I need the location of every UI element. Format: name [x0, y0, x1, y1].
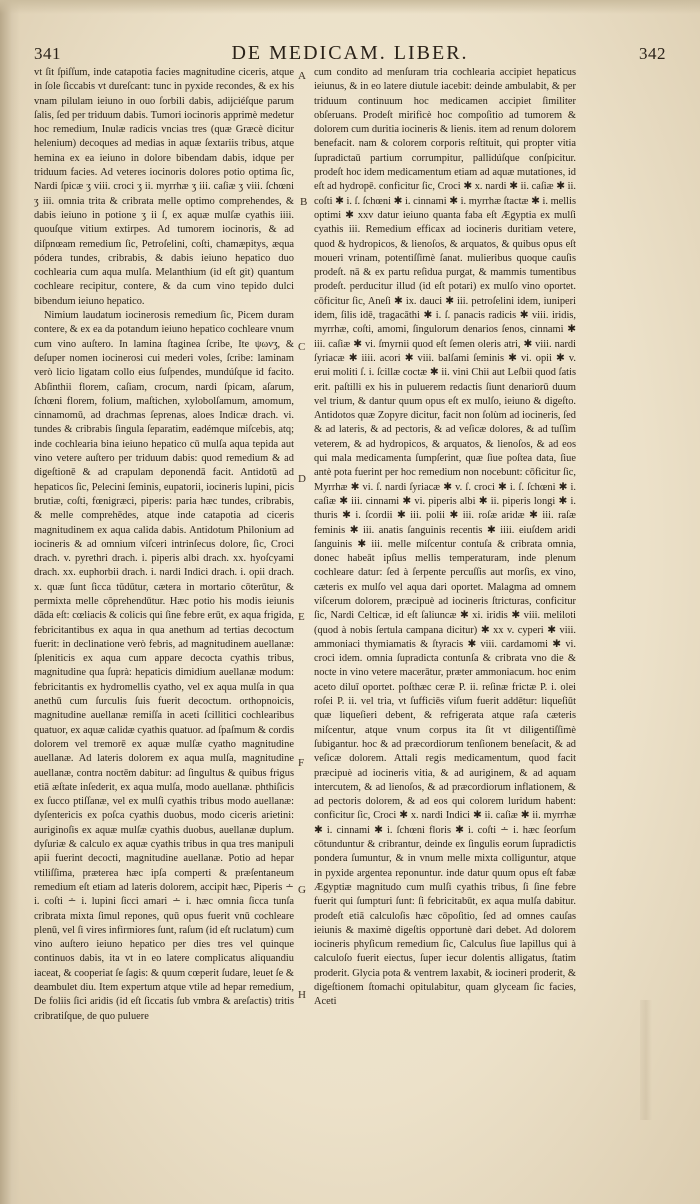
left-column [34, 66, 294, 1024]
margin-letter-f: F [298, 757, 305, 769]
margin-letter-b: B [300, 196, 308, 208]
right-column [314, 66, 576, 1010]
right-paragraph-1: cum condito ad menſuram tria cochlearia accipiet hepaticus ieiunus, & in eo latere diutule iacebit: deinde ambulabit, & per triduum continuum hoc medicamen accipiet ſimiliter obſeruans. Prodeſt mirificè hoc compoſitio ad tumorem & dolorem cum duritia iocineris & lienis. item ad renum dolorem benefacit. nam & colorem corporis reſtituit, qui propter vitia ſupradictaū partium corrumpitur, pallidúſque conſpicitur. prodeſt hoc idem medicamentum etiam ad aquæ mutationes, id eſt ad hydropē. conficitur ſic, Croci ✱ x. nardi ✱ ii. caſiæ ✱ ii. coſti ✱ i. ſ. ſchœni ✱ i. cinnami ✱ i. myrrhæ ſtactæ ✱ i. mellis optimi ✱ xxv datur ieiuno quanta faba eſt Ægyptia ex mulſi cyathis iii. Remedium efficax ad iocineris duritiam vetere, quod & hydropicos, & lienoſos, & arquatos, & quibus opus eſt moueri vrinam, potentiſſimè ſanat. mulieribus quoque cauſis prodeſt. nā & ex partu reſidua purgat, & mammis tumentibus prodeſt. perducitur illud (id eſt potari) ex mulſo vino oportet. cōficitur ſic, Aneſi ✱ ix. dauci ✱ iii. petroſelini idem, iuniperi idem, ſilis idē, tragacāthi ✱ i. ſ. panacis radicis ✱ viii. iridis, myrrhæ, coſti, amomi, ſingulorum denarios ſenos, cinnami ✱ iii. caſiæ ✱ vi. ſmyrnii quod eſt ſemen oleris atri, ✱ viii. nardi ſyriacæ ✱ iiii. acori ✱ viii. balſami ſeminis ✱ vi. opii ✱ v. erui moliti ſ. i. ſcillæ coctæ ✱ ii. vini Chii aut Leſbii quod ſatis erit. paſtilli ex his in puluerem redactis ſiunt denariorū duum vel trium, & dantur quum opus eſt ex mulſo, ieiuno & digeſto. Antidotos quæ Zopyre dicitur, facit non ſolùm ad iocineris, ſed & ad lateris, & ad pectoris, & ad veſicæ dolores, & ad tuſſim veterem, & ad hydropicos, & arquatos, & lienoſos, & ad eos qui mala medicamenta ſumpſerint, quæ ſiue poſtea data, ſiue antè pota fuerint per hoc remedium non nocebunt: cōficitur ſic, Myrrhæ ✱ vi. ſ. nardi ſyriacæ ✱ v. ſ. croci ✱ i. ſ. ſchœni ✱ i. caſiæ ✱ iii. cinnami ✱ vi. piperis albi ✱ ii. piperis longi ✱ i. thuris ✱ i. ſcordii ✱ iii. polii ✱ iii. roſæ aridæ ✱ iii. raſæ feminis ✱ iii. anatis ſanguinis recentis ✱ iiii. eiuſdem aridi ſanguinis ✱ iii. melle miſcentur contuſa & cribrata omnia, donec habeāt ipſius mellis temperaturam, inde plenum cochleare datur: ſed à ſerpente percuſſis aut morſis, ex vino, cæteris ex mulſo vel aqua dari oportet. Malagma ad omnem viſcerum dolorem, præcipuè ad iocineris ſtricturas, conficitur ſic, Nardi Celticæ, id eſt ſaliuncæ ✱ xi. iridis ✱ viii. meliloti (quod à nobis ſertula campana dicitur) ✱ xx v. cyperi ✱ viii. ammoniaci thymiamatis & ſtyracis ✱ viii. cardamomi ✱ vi. croci idem. omnia ſupradicta contunſa & cribrata vno die & nocte in vino vetere macerātur, præter ammoniacum. hoc enim aceto diluī oportet. poſthæc ceræ P. ii. reſinæ frictæ P. i. olei roſei P. ii. vel tria, vt ſufficiēs viſum fuerit addētur: liqueſiūt quæ liqueſieri debent, & refrigerata atque raſa cæteris miſcentur, atque vnum corpus ita ſit vt diligentiſſimè ſubigantur. hoc & ad præcordiorum tenſionem beneſacit, & ad veſicæ dolorem. Attali regis medicamentum, quod facit præcipuè ad iocineris vitia, & ad auriginem, & ad aquam intercutem, & ad lienoſos, & ad præcordiorum inflationem, & ad pectoris dolorem, & ad eos qui colorem luridum habent: conficitur ſic, Croci ✱ x. nardi Indici ✱ ii. caſiæ ✱ ii. myrrhæ ✱ i. cinnami ✱ i. ſchœni floris ✱ i. coſti ∸ i. hæc ſeorſum cōtunduntur & cribrantur, deinde ex ſingulis eorum ſupradictis pondera ſumuntur, & in vnum melle mixta colliguntur, atque in pyxide argentea reponuntur. inde datur quum opus eſt fabæ Ægyptiæ magnitudo cum mulſi cyathis tribus, ſi ſine febre fuerit qui ſumpturi ſunt: ſi febricitabūt, ex aqua mulſa dabitur. prodeſt etiā calculoſis hæc cōpoſitio, ſed ad omnes cauſas ieiunis & maximè digeſtis opportunè dari debet. Ad dolorem iocineris phyſicum remedium ſic, Calculus ſiue lapillus qui à calculoſo fuerit eiectus, ſuper iecur dolentis alligatus, ſtatim proderit. Glycia pota & ventrem laxabit, & iocineri proderit, & digeſtionem ſtomachi opitulabitur, quam glyceam ſic facies, Aceti [314, 67, 576, 1008]
margin-letter-g: G [298, 884, 306, 896]
page-top-shadow [0, 0, 700, 14]
left-paragraph-2: Nimium laudatum iocinerosis remedium ſic, Picem duram contere, & ex ea da potandum ieiuno hepatico cochleare vnum cum vino auſtero. In lamina ſtaginea ſcribe, Ite ψωνʒ, & deſuper nomen iocinerosi cui mederi voles, ſcribe: laminam verò licio ligatam collo eius ſuſpendes, mundúſque id facito. Abſinthii florem, caſiam, crocum, nardi ſpicam, aſarum, ſchœni florem, folium, maſtichen, xylobolſamum, amomum, cinnamomū, ad drachmas ſeprenas, aloes Indicæ drach. vi. tundes & cribrabis ſingula ſeparatim, eadémque miſcebis, atq; inde cochlearia bina ieiuno hepatico cū mulſa aqua tepida aut vino vetere auſtero per triduum dabis: quod remedium & ad digeſtionē & ad crapulam deponendā facit. Antidotū ad hepaticos ſic, Pelecini ſeminis, eupatorii, iocineris lupini, picis brutiæ, coſti, fœnigræci, piperis: paria hæc tundes, cribrabis, & melle comprehēdes, atque inde catapotia ad ciceris magnitudinem ex aqua calida dabis. Antidotum Philonium ad iocineris & ad omnium viſceri intrinſecus dolore, ſic, Croci drach. v. pyrethri drach. i. piperis albi drach. xx. hyoſcyami drach. xx. euphorbii drach. i. nardi Indici drach. i. opii drach. x. quæ ſunt ſicca tūdūtur, cætera in mortario cōterūtur, & permixta melle cōprehendūtur. Hæc potio his modis ieiunis dāda eſt: cœliacis & colicis qui ſine febre erūt, ex aqua frigida, febricitantibus ex aqua in qua anethum ad tertias decoctum fuerit: in declinatione verò febris, ad magnitudinem auellanæ: ſpleniticis ex aqua cum appare decocta cyathis tribus, magnitudine qua ſuprà: hepaticis dimidium auellanæ modum: febricitantis ex hydromellis cyatho, vel ex aqua mulſa in qua anethū cum ſurculis ſuis fuerit decoctum. orthopnoicis, magnitudine auellanæ remiſſa in aceti ſcillitici cochlearibus quatuor, ex aquæ calidæ cyathis quatuor. ad ſpaſmum & cordis dolorem vel tremorē ex aquæ mulſæ cyatho magnitudine auellanæ. Ad lateris dolorem ex aqua mulſa, magnitudine auellanæ, contra noctēm dabitur: ad ſingultus & quibus frigus etiā æſtate inſederit, ex aqua mulſa, modo auellanæ. phthiſicis ex ſucco ptiſſanæ, vel ex mulſi cyathis tribus modo auellanæ: dyſentericis ex poſca cyathis duobus, modo ciceris arietini: auriginoſis ex aquæ mulſæ cyathis duobus, auellanæ duplum. dyſuriæ & calculo ex aquæ cyathis tribus in qua tres manipuli apii fuerint decocti, magnitudine auellanæ. Potio ad hepar vtiliſſima, præterea hæc ipſa comperti & præſentaneum remedium eſt etiam ad lateris dolorem, accipit hæc, Piperis ∸ i. coſti ∸ i. lupini ſicci amari ∸ i. hæc omnia ſicca tunſa cribrata mixta ſimul repones, quū opus fuerit vnū cochleare plenū, vel ſi vires infirmiores ſunt, raſum (id eſt ruclatum) cum vino auſtero ieiuno hepatico per dies tres vel quinque continuos dabis, ita vt in eo latere complicatus aliquandiu iaceat, & cooperiat ſe ſagis: & quum cœperit ſudare, leuet ſe & deambulet diu. Item expertum atque vtile ad hepar remedium, De foliis ſici aridis (id eſt ſiccatis ſub vmbra & areſactis) tritis cribratiſque, de quo puluere [34, 310, 294, 1022]
ink-bleed-stain [640, 1000, 652, 1120]
folio-left: 341 [34, 44, 61, 63]
left-paragraph-1: vt ſit ſpiſſum, inde catapotia facies magnitudine ciceris, atque in ſole ſiccabis vt dureſcant: tunc in pyxide recondes, & ex his vnam pilulam ieiuno in ouo ſorbili dabis, adijciéſque parum ſalis, ſed per triduum dabis. Tumori iocinoris apprimè medetur hoc remedium, Inulæ radicis vncias tres (quæ Græcè dicitur helenium) decoques ad medias in aquæ ſextariis tribus, atque hemina ex ea ieiuno in dolore bibendam dabis, idque per triduum facies. Ad veteres iocinoris dolores potio optima ſic, Nardi ſpicæ ʒ viii. croci ʒ ii. myrrhæ ʒ iii. caſiæ ʒ viii. ſchœni ʒ iii. omnia trita & cribrata melle optimo comprehendes, & dabis ieiuno in potione ʒ ii ſ, ex aquæ mulſæ cyathis iiii. quouſque vitium extirpes. Ad tumorem iocinoris, & ad diſpnœam remedium ſic, Petroſelini, coſti, chamæpitys, æqua pódera tundes, cribrabis, & dabis ieiuno hepatico duo cochlearia cum aqua mulſa. Melanthium (id eſt git) quantum cochleare recipitur, contere, & da cum vino tepido dulci bibendum ieiuno hepatico. [34, 67, 294, 307]
page-gutter-shadow [0, 0, 20, 1204]
folio-right: 342 [639, 44, 666, 63]
margin-letter-e: E [298, 611, 305, 623]
margin-letter-h: H [298, 989, 306, 1001]
running-title: DE MEDICAM. LIBER. [231, 42, 469, 64]
margin-letter-a: A [298, 70, 306, 82]
margin-letter-d: D [298, 473, 306, 485]
margin-letter-c: C [298, 341, 306, 353]
